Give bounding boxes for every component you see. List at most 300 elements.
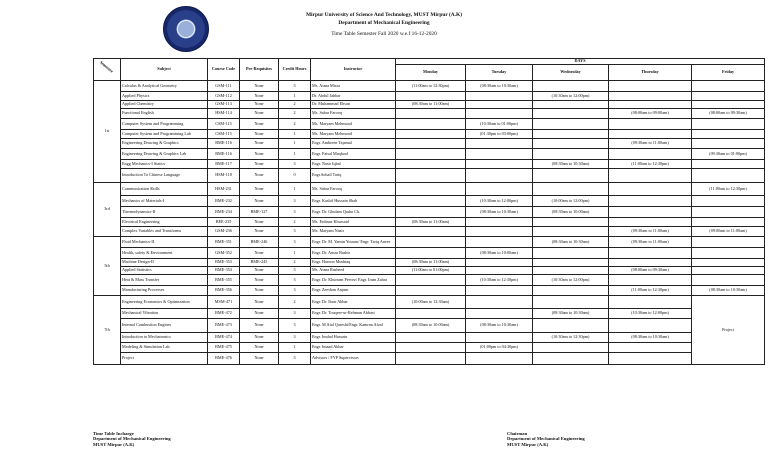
prerequisite-cell: None [240, 169, 279, 183]
instructor-cell: Engr. Dr. Khurram Pervez/ Engr. Irum Zahra [311, 275, 396, 286]
semester-cell: 1st [94, 81, 121, 183]
course-code-cell: GSM-112 [208, 92, 240, 101]
schedule-cell-wed [533, 149, 609, 160]
table-row [94, 286, 765, 296]
subject-cell: Computer System and Programming [121, 119, 208, 130]
table-row [94, 92, 765, 101]
schedule-cell-fri [692, 248, 765, 259]
instructor-cell: Engr. Zeeshan Anjum [311, 286, 396, 296]
schedule-cell-mon [396, 248, 466, 259]
schedule-cell-fri: (11:00am to 12:30pm) [692, 183, 765, 196]
credit-hours-cell: 3 [279, 160, 311, 169]
subject-cell: Heat & Mass Transfer [121, 275, 208, 286]
schedule-cell-tue: (01:00pm to 04:30pm) [466, 343, 533, 353]
prerequisite-cell: None [240, 319, 279, 333]
instructor-cell: Engr. Kashif Hussain Shah [311, 196, 396, 207]
table-row [94, 169, 765, 183]
schedule-cell-fri [692, 119, 765, 130]
schedule-cell-wed [533, 296, 609, 309]
credit-hours-cell: 1 [279, 139, 311, 149]
course-code-cell: BME-355 [208, 275, 240, 286]
schedule-cell-mon: (08:30am to 10:00am) [396, 319, 466, 333]
subject-cell: Engineering Drawing & Graphics Lab [121, 149, 208, 160]
course-code-cell: BME-354 [208, 267, 240, 275]
schedule-cell-mon [396, 237, 466, 248]
schedule-cell-fri [692, 275, 765, 286]
schedule-cell-mon [396, 353, 466, 365]
schedule-cell-mon: (11:00am to 12:30pm) [396, 81, 466, 92]
schedule-cell-wed [533, 353, 609, 365]
credit-hours-cell: 3 [279, 227, 311, 237]
schedule-cell-thu [609, 275, 692, 286]
schedule-cell-fri [692, 196, 765, 207]
schedule-cell-mon [396, 149, 466, 160]
schedule-cell-fri [692, 218, 765, 227]
schedule-cell-wed [533, 319, 609, 333]
schedule-cell-thu [609, 119, 692, 130]
prerequisite-cell: None [240, 130, 279, 139]
university-name: Mirpur University of Science And Technology, MUST Mirpur (A.K) [305, 12, 463, 18]
credit-hours-cell: 2 [279, 296, 311, 309]
table-row [94, 275, 765, 286]
instructor-cell: Ms. Asma Rasheed [311, 267, 396, 275]
subject-cell: Health, safety & Environment [121, 248, 208, 259]
instructor-cell: Ms. Maryam Nazir [311, 227, 396, 237]
course-code-cell: HSM-118 [208, 169, 240, 183]
credit-hours-cell: 2 [279, 259, 311, 267]
table-row [94, 319, 765, 333]
instructor-cell: Engr.Sohail Tariq [311, 169, 396, 183]
schedule-cell-wed [533, 218, 609, 227]
subject-cell: Manufacturing Processes [121, 286, 208, 296]
schedule-cell-tue [466, 92, 533, 101]
credit-hours-cell: 3 [279, 237, 311, 248]
subject-cell: Applied Statistics [121, 267, 208, 275]
instructor-cell: Engr. Ambreen Tajamal [311, 139, 396, 149]
schedule-cell-thu [609, 248, 692, 259]
course-code-cell: HSM-114 [208, 109, 240, 119]
course-code-cell: BME-356 [208, 286, 240, 296]
course-code-cell: BME-475 [208, 343, 240, 353]
instructor-cell: Engr. Faisal Maqbool [311, 149, 396, 160]
instructor-cell: Engr. M Atal Qureshi/Engr. Kamran Afzal [311, 319, 396, 333]
course-code-cell: BME-117 [208, 160, 240, 169]
schedule-cell-tue: (10:30am to 12:30pm) [466, 275, 533, 286]
semester-cell: 5th [94, 237, 121, 296]
schedule-cell-tue: (08:30am to 10:30am) [466, 319, 533, 333]
table-row [94, 119, 765, 130]
subject-cell: Modeling & Simulation Lab [121, 343, 208, 353]
schedule-cell-mon: (08:30am to 11:00am) [396, 101, 466, 109]
table-row [94, 343, 765, 353]
course-code-cell: BME-474 [208, 333, 240, 343]
subject-cell: Computer System and Programming Lab [121, 130, 208, 139]
schedule-cell-thu [609, 81, 692, 92]
credit-hours-cell: 1 [279, 343, 311, 353]
subject-cell: Functional English [121, 109, 208, 119]
subject-cell: Machine Design-II [121, 259, 208, 267]
subject-cell: Introduction to Mechatronics [121, 333, 208, 343]
schedule-cell-tue [466, 267, 533, 275]
table-row [94, 109, 765, 119]
schedule-cell-thu [609, 319, 692, 333]
course-code-cell: BME-353 [208, 259, 240, 267]
schedule-cell-mon: (10:00am to 12:30am) [396, 296, 466, 309]
table-row [94, 309, 765, 319]
course-code-cell: GSM-111 [208, 81, 240, 92]
subject-cell: Applied Physics [121, 92, 208, 101]
schedule-cell-wed: (10:00am to 12:00pm) [533, 196, 609, 207]
schedule-cell-fri: (09:00am to 11:00am) [692, 227, 765, 237]
course-code-cell: GSM-113 [208, 101, 240, 109]
instructor-cell: Engr. Dr. Touqeer-ur-Rehman Abbasi [311, 309, 396, 319]
table-row [94, 101, 765, 109]
schedule-cell-thu [609, 259, 692, 267]
prerequisite-cell: None [240, 81, 279, 92]
department-name: Department of Mechanical Engineering [338, 20, 430, 26]
semester-cell: 7th [94, 296, 121, 365]
course-code-cell: BME-472 [208, 309, 240, 319]
schedule-cell-mon [396, 227, 466, 237]
table-row [94, 207, 765, 218]
schedule-cell-mon [396, 130, 466, 139]
credit-hours-cell: 3 [279, 207, 311, 218]
instructor-cell: Engr. Imaad Akbar [311, 343, 396, 353]
prerequisite-cell: BME-246 [240, 237, 279, 248]
schedule-cell-fri [692, 139, 765, 149]
prerequisite-cell: None [240, 275, 279, 286]
schedule-cell-thu: (08:00am to 09:00am) [609, 109, 692, 119]
schedule-cell-tue [466, 309, 533, 319]
schedule-cell-tue [466, 149, 533, 160]
schedule-cell-mon [396, 196, 466, 207]
schedule-cell-tue: (01:30pm to 03:00pm) [466, 130, 533, 139]
prerequisite-cell: None [240, 248, 279, 259]
credit-hours-cell: 3 [279, 353, 311, 365]
schedule-cell-thu [609, 92, 692, 101]
table-row [94, 183, 765, 196]
course-code-cell: GSM-236 [208, 227, 240, 237]
schedule-cell-tue [466, 333, 533, 343]
table-row [94, 160, 765, 169]
schedule-cell-fri [692, 160, 765, 169]
schedule-cell-tue: (10:30am to 01:00pm) [466, 119, 533, 130]
schedule-cell-fri: (08:30am to 10:30am) [692, 286, 765, 296]
credit-hours-cell: 1 [279, 183, 311, 196]
schedule-cell-wed [533, 259, 609, 267]
credit-hours-header: Credit Hours [279, 59, 311, 81]
course-code-cell: BEE-235 [208, 218, 240, 227]
thursday-header: Thursday [609, 65, 692, 81]
course-code-cell: CSM-115 [208, 130, 240, 139]
course-code-cell: BME-476 [208, 353, 240, 365]
schedule-cell-tue: (08:30am to 10:30am) [466, 207, 533, 218]
schedule-cell-wed [533, 109, 609, 119]
instructor-cell: Engr. Dr. Ansar Bashir [311, 248, 396, 259]
schedule-cell-wed [533, 169, 609, 183]
table-row [94, 296, 765, 309]
instructor-cell: Ms. Erdinaz Khursaid [311, 218, 396, 227]
instructor-cell: Advisors / FYP Supervisors [311, 353, 396, 365]
prerequisite-cell: None [240, 119, 279, 130]
schedule-cell-tue [466, 237, 533, 248]
prerequisite-cell: None [240, 160, 279, 169]
subject-cell: Mechanical Vibration [121, 309, 208, 319]
days-header: DAYS [396, 59, 765, 65]
instructor-cell: Engr. Nasir Iqbal [311, 160, 396, 169]
instructor-cell: Engr. Dr. M. Yamin Younas/ Engr. Tariq Anees [311, 237, 396, 248]
subject-cell: Engineering Economics & Optimization [121, 296, 208, 309]
credit-hours-cell: 3 [279, 267, 311, 275]
schedule-cell-thu [609, 207, 692, 218]
schedule-cell-fri [692, 81, 765, 92]
schedule-cell-mon [396, 309, 466, 319]
credit-hours-cell: 3 [279, 275, 311, 286]
prerequisite-cell: None [240, 101, 279, 109]
schedule-cell-mon [396, 139, 466, 149]
schedule-cell-fri [692, 267, 765, 275]
subject-cell: Calculus & Analytical Geometry [121, 81, 208, 92]
course-code-cell: GSM-352 [208, 248, 240, 259]
schedule-cell-thu [609, 130, 692, 139]
schedule-cell-tue [466, 353, 533, 365]
schedule-cell-wed [533, 101, 609, 109]
credit-hours-cell: 3 [279, 333, 311, 343]
schedule-cell-wed: (10:30am to 12:00pm) [533, 92, 609, 101]
schedule-cell-fri: (09:30am to 01:00pm) [692, 149, 765, 160]
subject-cell: Electrical Engineering [121, 218, 208, 227]
subject-cell: Introduction To Chinese Language [121, 169, 208, 183]
course-code-cell: BME-116 [208, 139, 240, 149]
schedule-cell-fri [692, 92, 765, 101]
subject-header: Subject [121, 59, 208, 81]
instructor-cell: Engr. Imdad Hussain [311, 333, 396, 343]
schedule-cell-tue: (08:30am to 10:00am) [466, 248, 533, 259]
credit-hours-cell: 3 [279, 319, 311, 333]
course-code-cell: BME-351 [208, 237, 240, 248]
subject-cell: Applied Chemistry [121, 101, 208, 109]
instructor-cell: Engr. Dr. Ghulam Qadar Ch. [311, 207, 396, 218]
credit-hours-cell: 1 [279, 149, 311, 160]
credit-hours-cell: 1 [279, 92, 311, 101]
schedule-cell-mon [396, 160, 466, 169]
schedule-cell-tue [466, 296, 533, 309]
semester-header: Semester [94, 59, 121, 81]
schedule-cell-tue: (08:30am to 10:30am) [466, 81, 533, 92]
schedule-cell-thu [609, 196, 692, 207]
schedule-cell-thu [609, 149, 692, 160]
schedule-cell-tue [466, 227, 533, 237]
schedule-cell-mon [396, 119, 466, 130]
schedule-cell-tue [466, 286, 533, 296]
schedule-cell-mon [396, 207, 466, 218]
course-code-cell: CSM-115 [208, 119, 240, 130]
prerequisite-cell: None [240, 296, 279, 309]
credit-hours-cell: 1 [279, 130, 311, 139]
table-row [94, 130, 765, 139]
semester-cell: 3rd [94, 183, 121, 237]
instructor-cell: Dr. Abdul Jabbar [311, 92, 396, 101]
instructor-cell: Ms. Sabar Farooq [311, 183, 396, 196]
prerequisite-cell: None [240, 309, 279, 319]
schedule-cell-thu [609, 296, 692, 309]
schedule-cell-wed: (08:30am to 10:30am) [533, 309, 609, 319]
credit-hours-cell: 3 [279, 81, 311, 92]
schedule-cell-mon [396, 183, 466, 196]
credit-hours-cell: 2 [279, 101, 311, 109]
footer-chairman: Chairman Department of Mechanical Engineering MUST Mirpur (A.K) [507, 431, 585, 447]
schedule-cell-wed: (10:30am to 12:30pm) [533, 333, 609, 343]
schedule-cell-wed [533, 227, 609, 237]
prerequisite-cell: None [240, 267, 279, 275]
course-code-cell: BME-232 [208, 196, 240, 207]
subject-cell: Complex Variables and Transforms [121, 227, 208, 237]
schedule-cell-mon: (11:00am to 01:00pm) [396, 267, 466, 275]
credit-hours-cell: 2 [279, 218, 311, 227]
table-row [94, 353, 765, 365]
schedule-cell-thu [609, 183, 692, 196]
schedule-cell-tue [466, 259, 533, 267]
subject-cell: Mechanics of Materials-I [121, 196, 208, 207]
schedule-cell-thu: (09:30am to 11:00am) [609, 139, 692, 149]
schedule-cell-thu: (08:00am to 09:30am) [609, 267, 692, 275]
subject-cell: Thermodynamics-II [121, 207, 208, 218]
credit-hours-cell: 3 [279, 286, 311, 296]
prerequisite-cell: None [240, 218, 279, 227]
table-row [94, 333, 765, 343]
monday-header: Monday [396, 65, 466, 81]
schedule-cell-tue [466, 160, 533, 169]
schedule-cell-wed [533, 248, 609, 259]
schedule-cell-wed: (08:30am to 10:30am) [533, 160, 609, 169]
prerequisite-cell: None [240, 109, 279, 119]
tuesday-header: Tuesday [466, 65, 533, 81]
credit-hours-cell: 1 [279, 248, 311, 259]
prerequisite-cell: None [240, 92, 279, 101]
subject-cell: Fluid Mechanics-II [121, 237, 208, 248]
instructor-cell: Dr. Muhammad Ehsan [311, 101, 396, 109]
wednesday-header: Wednesday [533, 65, 609, 81]
timetable-table [93, 58, 765, 365]
instructor-cell: Ms. Maryam Mehmood [311, 119, 396, 130]
credit-hours-cell: 2 [279, 109, 311, 119]
prerequisite-cell: None [240, 196, 279, 207]
course-code-cell: HSM-231 [208, 183, 240, 196]
instructor-cell: Ms. Maryam Mehmood [311, 130, 396, 139]
schedule-cell-wed [533, 119, 609, 130]
table-row [94, 218, 765, 227]
schedule-cell-wed [533, 139, 609, 149]
prerequisite-cell: None [240, 183, 279, 196]
schedule-cell-wed [533, 267, 609, 275]
prerequisite-cell: None [240, 139, 279, 149]
prerequisite-cell: BME-127 [240, 207, 279, 218]
prerequisite-cell: None [240, 353, 279, 365]
schedule-cell-wed [533, 183, 609, 196]
schedule-cell-tue [466, 109, 533, 119]
schedule-cell-thu: (10:30am to 12:00pm) [609, 309, 692, 319]
schedule-cell-mon [396, 343, 466, 353]
instructor-cell: Engr. Dr. Ibrar Akbar [311, 296, 396, 309]
schedule-cell-wed [533, 81, 609, 92]
schedule-cell-mon [396, 109, 466, 119]
timetable-title: Time Table Semester Fall 2020 w.e.f 16-12-2020 [331, 31, 437, 37]
schedule-cell-mon: (08:30am to 11:00am) [396, 218, 466, 227]
credit-hours-cell: 2 [279, 119, 311, 130]
schedule-cell-mon: (08:30am to 11:00am) [396, 259, 466, 267]
schedule-cell-fri [692, 237, 765, 248]
prerequisites-header: Pre-Requisites [240, 59, 279, 81]
schedule-cell-thu: (11:00am to 12:30pm) [609, 160, 692, 169]
prerequisite-cell: None [240, 149, 279, 160]
schedule-cell-thu [609, 343, 692, 353]
prerequisite-cell: None [240, 333, 279, 343]
schedule-cell-tue [466, 139, 533, 149]
course-code-cell: BME-116 [208, 149, 240, 160]
schedule-cell-wed [533, 343, 609, 353]
friday-project-cell: Project [692, 296, 765, 365]
schedule-cell-wed: (10:30am to 12:00pm) [533, 275, 609, 286]
schedule-cell-thu [609, 101, 692, 109]
schedule-cell-wed [533, 130, 609, 139]
schedule-cell-thu: (09:30am to 11:00am) [609, 237, 692, 248]
course-code-cell: BME-234 [208, 207, 240, 218]
footer-incharge: Time Table Incharge Department of Mechanical Engineering MUST Mirpur (A.K) [93, 431, 171, 447]
table-row [94, 259, 765, 267]
table-row [94, 267, 765, 275]
schedule-cell-thu: (08:30am to 10:30am) [609, 333, 692, 343]
schedule-cell-tue [466, 218, 533, 227]
schedule-cell-thu [609, 169, 692, 183]
subject-cell: Internal Combustion Engines [121, 319, 208, 333]
instructor-cell: Engr. Haroon Mushtaq [311, 259, 396, 267]
credit-hours-cell: 0 [279, 169, 311, 183]
subject-cell: Engg Mechanics-I Statics [121, 160, 208, 169]
schedule-cell-thu: (11:00am to 12:30pm) [609, 286, 692, 296]
schedule-cell-mon [396, 333, 466, 343]
schedule-cell-mon [396, 275, 466, 286]
table-row [94, 196, 765, 207]
subject-cell: Communication Skills [121, 183, 208, 196]
schedule-cell-mon [396, 169, 466, 183]
schedule-cell-fri: (08:00am to 09:30am) [692, 109, 765, 119]
prerequisite-cell: None [240, 343, 279, 353]
schedule-cell-thu: (09:30am to 11:00am) [609, 227, 692, 237]
instructor-cell: Ms. Sabar Farooq [311, 109, 396, 119]
course-code-cell: BME-473 [208, 319, 240, 333]
schedule-cell-fri [692, 130, 765, 139]
prerequisite-cell: None [240, 227, 279, 237]
schedule-cell-thu [609, 218, 692, 227]
table-row [94, 237, 765, 248]
prerequisite-cell: None [240, 286, 279, 296]
table-row [94, 227, 765, 237]
schedule-cell-thu [609, 353, 692, 365]
subject-cell: Engineering Drawing & Graphics [121, 139, 208, 149]
schedule-cell-fri [692, 101, 765, 109]
credit-hours-cell: 3 [279, 196, 311, 207]
instructor-cell: Ms. Asma Mirza [311, 81, 396, 92]
prerequisite-cell: BME-245 [240, 259, 279, 267]
table-row [94, 139, 765, 149]
instructor-header: Instructor [311, 59, 396, 81]
credit-hours-cell: 3 [279, 309, 311, 319]
schedule-cell-mon [396, 92, 466, 101]
subject-cell: Project [121, 353, 208, 365]
course-code-cell: MSM-471 [208, 296, 240, 309]
schedule-cell-wed: (08:30am to 10:30am) [533, 237, 609, 248]
schedule-cell-wed: (08:30am to 10:00am) [533, 207, 609, 218]
